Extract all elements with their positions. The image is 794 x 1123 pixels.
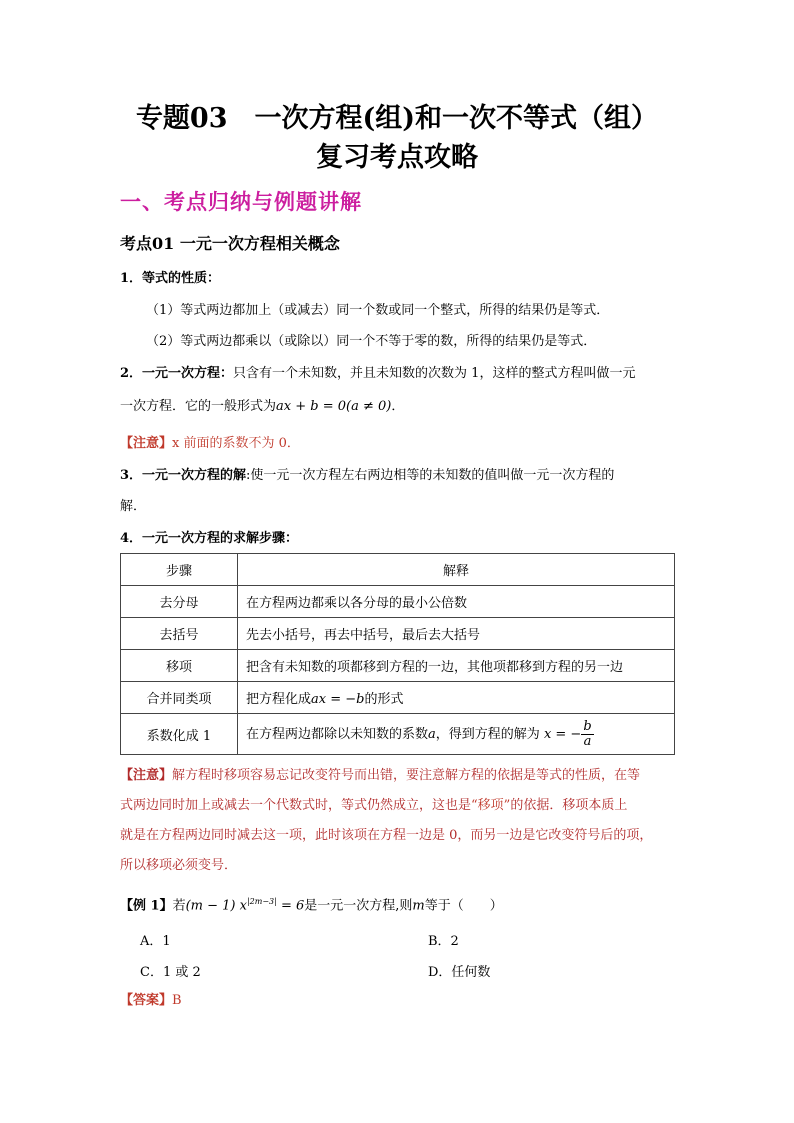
note-1 bbox=[120, 435, 300, 453]
option-b: B．2 bbox=[428, 934, 459, 949]
point-2-line-2-post: ． bbox=[391, 399, 405, 414]
point-2-text: 只含有一个未知数，并且未知数的次数为 1，这样的整式方程叫做一元 bbox=[233, 366, 636, 381]
table-cell-step: 去括号 bbox=[121, 618, 238, 650]
table-row bbox=[121, 650, 675, 682]
table-header-desc: 解释 bbox=[238, 554, 675, 586]
table-row bbox=[121, 682, 675, 714]
desc-pre: 把方程化成 bbox=[246, 692, 312, 707]
example-1 bbox=[120, 893, 503, 915]
example-pre: 若 bbox=[172, 898, 186, 914]
desc-post: 的形式 bbox=[364, 692, 404, 707]
point-1-heading: 1．等式的性质： bbox=[120, 271, 221, 286]
point-1-item-2: （2）等式两边都乘以（或除以）同一个不等于零的数，所得的结果仍是等式． bbox=[146, 334, 597, 349]
point-2-label: 2．一元一次方程： bbox=[120, 366, 234, 381]
fraction-denominator: a bbox=[583, 733, 592, 749]
note-2-label: 【注意】 bbox=[120, 768, 173, 783]
point-4-heading: 4．一元一次方程的求解步骤： bbox=[120, 531, 299, 546]
point-2-line-2-pre: 一次方程．它的一般形式为 bbox=[120, 399, 277, 414]
table-cell-desc bbox=[238, 682, 675, 714]
desc-var: a bbox=[428, 726, 436, 742]
table-header-row bbox=[121, 554, 675, 586]
kaodian-title: 考点01 一元一次方程相关概念 bbox=[120, 234, 340, 253]
page-title-line-2: 复习考点攻略 bbox=[316, 142, 478, 173]
desc-pre: 在方程两边都除以未知数的系数 bbox=[246, 726, 429, 742]
page-title-line-1: 专题03 一次方程(组)和一次不等式（组） bbox=[135, 103, 659, 134]
table-cell-step: 合并同类项 bbox=[121, 682, 238, 714]
example-exponent: |2m−3| bbox=[246, 897, 277, 906]
point-1-item-1: （1）等式两边都加上（或减去）同一个数或同一个整式，所得的结果仍是等式． bbox=[146, 303, 610, 318]
note-2-text-1: 解方程时移项容易忘记改变符号而出错，要注意解方程的依据是等式的性质，在等 bbox=[172, 768, 641, 783]
table-cell-step: 去分母 bbox=[121, 586, 238, 618]
desc-solution-lhs: x = − bbox=[543, 726, 582, 742]
note-2-line-2 bbox=[120, 797, 627, 815]
point-3-label: 3．一元一次方程的解 bbox=[120, 468, 247, 483]
general-form-formula: ax + b = 0(a ≠ 0) bbox=[276, 399, 392, 414]
option-d: D．任何数 bbox=[428, 965, 491, 980]
table-cell-step: 系数化成 1 bbox=[121, 714, 238, 755]
answer-label: 【答案】 bbox=[120, 993, 173, 1008]
note-2-quote: “移项” bbox=[471, 798, 511, 813]
note-2-text-2-pre: 式两边同时加上或减去一个代数式时，等式仍然成立，这也是 bbox=[120, 798, 472, 813]
table-cell-step: 移项 bbox=[121, 650, 238, 682]
note-1-text: x 前面的系数不为 0． bbox=[172, 436, 300, 451]
point-3-line-2: 解． bbox=[120, 499, 147, 514]
note-1-label: 【注意】 bbox=[120, 436, 173, 451]
section-heading: 一、考点归纳与例题讲解 bbox=[120, 190, 362, 214]
note-2-line-1 bbox=[120, 767, 640, 785]
table-cell-desc: 先去小括号，再去中括号，最后去大括号 bbox=[238, 618, 675, 650]
option-a: A．1 bbox=[140, 934, 171, 949]
example-post: 等于（ ） bbox=[424, 898, 503, 914]
answer-value: B bbox=[172, 993, 182, 1008]
table-header-step: 步骤 bbox=[121, 554, 238, 586]
point-3-text: :使一元一次方程左右两边相等的未知数的值叫做一元一次方程的 bbox=[246, 468, 615, 483]
solution-fraction bbox=[581, 720, 593, 749]
note-2-line-4: 所以移项必须变号． bbox=[120, 858, 238, 873]
note-2-text-2-post: 的依据．移项本质上 bbox=[510, 798, 628, 813]
point-2-line-2 bbox=[120, 398, 404, 416]
example-var: m bbox=[412, 898, 425, 914]
example-mid: 是一元一次方程,则 bbox=[304, 898, 413, 914]
example-label: 【例 1】 bbox=[120, 898, 173, 914]
table-cell-desc: 在方程两边都乘以各分母的最小公倍数 bbox=[238, 586, 675, 618]
point-3-line-1 bbox=[120, 467, 614, 485]
table-cell-desc: 把含有未知数的项都移到方程的一边，其他项都移到方程的另一边 bbox=[238, 650, 675, 682]
table-row bbox=[121, 618, 675, 650]
table-row bbox=[121, 714, 675, 755]
table-row bbox=[121, 586, 675, 618]
example-base: (m − 1) x bbox=[185, 898, 247, 914]
desc-formula: ax = −b bbox=[311, 692, 365, 707]
point-2-line-1 bbox=[120, 365, 635, 383]
example-equals: = 6 bbox=[276, 898, 305, 914]
table-cell-desc bbox=[238, 714, 675, 755]
fraction-numerator: b bbox=[583, 718, 592, 734]
desc-mid: ，得到方程的解为 bbox=[435, 726, 540, 742]
option-c: C．1 或 2 bbox=[140, 965, 201, 980]
solving-steps-table bbox=[120, 553, 675, 755]
note-2-line-3: 就是在方程两边同时减去这一项，此时该项在方程一边是 0，而另一边是它改变符号后的项， bbox=[120, 828, 653, 843]
answer bbox=[120, 992, 182, 1010]
